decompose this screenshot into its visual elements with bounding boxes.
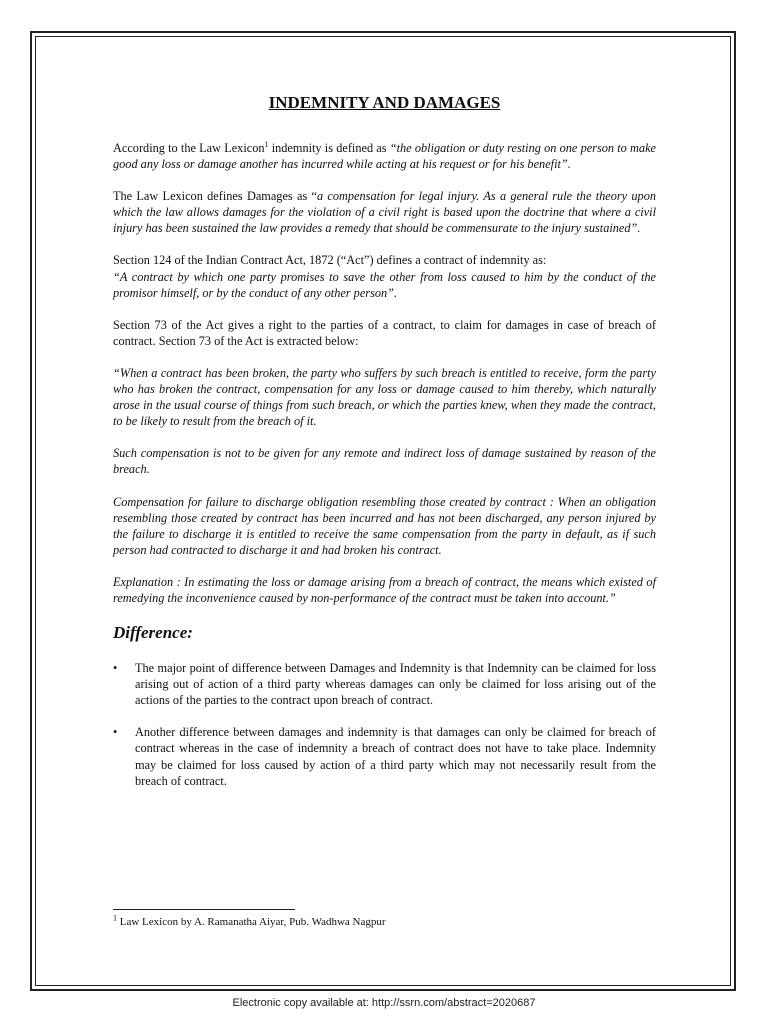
list-item xyxy=(113,660,656,708)
list-item-text: The major point of difference between Damages and Indemnity is that Indemnity can be claimed for loss arising out of action of a third party whereas damages can only be claimed for loss arising out of the actions of the parties to the contract upon breach of contract. xyxy=(135,661,656,708)
paragraph-section-124 xyxy=(113,252,656,300)
difference-heading: Difference: xyxy=(113,623,193,643)
footnote-number: 1 xyxy=(113,913,117,923)
quoted-section: “A contract by which one party promises to save the other from loss caused to him by the conduct of the promisor himself, or by the conduct of any other person”. xyxy=(113,269,656,300)
footnote-reference[interactable]: 1 xyxy=(264,139,269,149)
document-title: INDEMNITY AND DAMAGES xyxy=(268,93,501,112)
section-73-quote-part-2: Such compensation is not to be given for any remote and indirect loss of damage sustained by reason of the breach. xyxy=(113,446,656,477)
text-run: Section 124 of the Indian Contract Act, 1872 (“Act”) defines a contract of indemnity as: xyxy=(113,253,547,268)
text-run: indemnity is defined as xyxy=(268,141,390,155)
text-run: The Law Lexicon defines Damages as “ xyxy=(113,189,317,204)
footnote-text: Law Lexicon by A. Ramanatha Aiyar, Pub. Wadhwa Nagpur xyxy=(117,916,386,928)
section-73-quote-explanation: Explanation : In estimating the loss or damage arising from a breach of contract, the means which existed of remedying the inconvenience caused by non-performance of the contract must be taken into account.” xyxy=(113,574,656,605)
page-footer[interactable]: Electronic copy available at: http://ssrn.com/abstract=2020687 xyxy=(232,997,536,1009)
paragraph-indemnity-definition xyxy=(113,140,656,172)
difference-list xyxy=(113,660,656,789)
section-73-quote-part-3: Compensation for failure to discharge obligation resembling those created by contract : When an obligation resembling those created by contract has been incurred and has not been discharged, any person injured by the failure to discharge it is entitled to receive the same compensation from the party in default, as if such person had contracted to discharge it and had broken his contract. xyxy=(113,494,656,557)
footnote-divider xyxy=(113,909,295,910)
footnote xyxy=(113,915,386,929)
bullet-icon: • xyxy=(113,661,118,676)
list-item-text: Another difference between damages and indemnity is that damages can only be claimed for breach of contract whereas in the case of indemnity a breach of contract does not have to take place. Indemnity may be claimed for loss caused by action of a third party which may not necessarily result from the breach of contract. xyxy=(135,725,656,788)
paragraph-section-73: Section 73 of the Act gives a right to the parties of a contract, to claim for damages in case of breach of contract. Section 73 of the Act is extracted below: xyxy=(113,317,656,348)
document-body xyxy=(113,92,656,805)
quoted-definition: “the obligation or duty resting on one person to make good any loss or damage another has incurred while acting at his request or for his benefit”. xyxy=(113,141,656,172)
paragraph-damages-definition xyxy=(113,188,656,236)
quoted-definition: a compensation for legal injury. As a general rule the theory upon which the law allows damages for the violation of a civil right is based upon the doctrine that where a civil injury has been sustained the law provides a remedy that should be commensurate to the injury sustained”. xyxy=(113,189,656,236)
section-73-quote-part-1: “When a contract has been broken, the party who suffers by such breach is entitled to receive, form the party who has broken the contract, compensation for any loss or damage caused to him thereby, which naturally arose in the usual course of things from such breach, or which the parties knew, when they made the contract, to be likely to result from the breach of it. xyxy=(113,365,656,429)
text-run: According to the Law Lexicon xyxy=(113,141,265,155)
bullet-icon: • xyxy=(113,725,118,740)
list-item xyxy=(113,724,656,788)
